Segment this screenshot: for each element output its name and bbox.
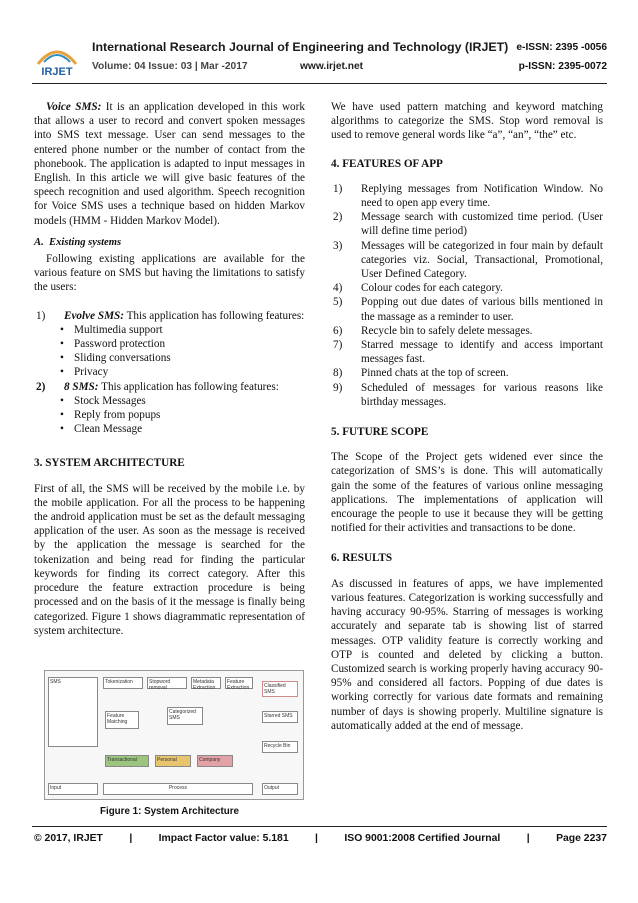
metadata-box: Metadata Extraction [191,677,221,689]
website-link[interactable]: www.irjet.net [300,61,364,72]
copyright: © 2017, IRJET [34,833,103,844]
page-number: Page 2237 [556,833,607,844]
list-item: • Clean Message [34,422,305,436]
list-item: 5) Popping out due dates of various bills mentioned in the massage as a reminder to user. [333,296,603,323]
features-list [331,182,603,409]
list-item: 6) Recycle bin to safely delete messages. [333,324,533,337]
existing-apps-list [34,309,305,323]
system-architecture-figure [44,670,304,800]
classified-box: Classified SMS [262,681,298,697]
list-item: • Reply from popups [34,408,305,422]
output-box: Output [262,783,298,795]
system-architecture-paragraph: First of all, the SMS will be received by the mobile i.e. by the mobile application. For all the process to be happening the android application must be set as the default messaging application of the user. As soon as the message is received by the application the message is searched for the tokenization and being read for finding the particular keywords for finding its correct category. After this procedure the feature extraction procedure is being processed and on the basis of it the message is finally being categorized. Figure 1 shows diagrammatic representation of system architecture. [34,482,305,637]
section-6-heading: 6. RESULTS [331,552,393,565]
journal-title: International Research Journal of Engineering and Technology (IRJET) [92,40,509,54]
list-item: • Sliding conversations [34,351,305,365]
logo-text: IRJET [41,66,73,78]
voice-sms-term: Voice SMS: [46,101,102,113]
pissn: p-ISSN: 2395-0072 [518,61,607,72]
existing-systems-paragraph: Following existing applications are available for the various feature on SMS but having the limitations to satisfy the users: [34,253,305,294]
section-3-heading: 3. SYSTEM ARCHITECTURE [34,457,185,470]
irjet-logo [32,38,82,78]
input-box: Input [48,783,98,795]
stopword-box: Stopword removal [147,677,187,689]
voice-sms-paragraph: Voice SMS: It is an application developed in this work that allows a user to record and convert spoken messages into SMS text message. User can send messages to the entered phone number or the number of contact from the phonebook. The application is adapted to input messages in English. In this article we will give basic features of the speech recognition and used algorithm. Speech recognition for Voice SMS uses a technique based on hidden Markov models (HMM - Hidden Markov Model). [34,101,305,227]
eissn: e-ISSN: 2395 -0056 [516,42,607,53]
figure-caption: Figure 1: System Architecture [99,806,239,817]
starred-box: Starred SMS [262,711,298,723]
list-item: • Multimedia support [34,323,305,337]
feature-matching-box: Feature Matching [105,711,139,729]
list-item: • Stock Messages [34,394,305,408]
list-item: • Password protection [34,337,305,351]
recycle-box: Recycle Bin [262,741,298,753]
list-item: 2) Message search with customized time period. (User will define time period) [333,211,603,238]
issue-info: Volume: 04 Issue: 03 | Mar -2017 [92,61,248,72]
page-footer [34,833,607,844]
list-item: • Privacy [34,365,305,379]
page-header [32,36,607,80]
list-item: 1) Evolve SMS: This application has following features: [36,309,305,322]
8sms-features-list [34,394,305,437]
footer-separator: | [526,833,530,844]
section-5-heading: 5. FUTURE SCOPE [331,426,429,439]
header-divider [32,83,607,84]
right-column [331,100,603,733]
intro-paragraph: We have used pattern matching and keyword matching algorithms to categorize the SMS. Stop word removal is used to remove general words like “a”, “an”, “the” etc. [331,101,603,142]
list-item: 7) Starred message to identify and access important messages fast. [333,339,603,366]
future-scope-paragraph: The Scope of the Project gets widened ever since the categorization of SMS’s is done. This will automatically gain the some of the features of various online messaging applications. The implementations of application will encourage the people to use it because they will be getting notified for their activities and transactions to be done. [331,451,603,535]
impact-factor: Impact Factor value: 5.181 [158,833,289,844]
list-item: 1) Replying messages from Notification Window. No need to open app every time. [333,182,603,210]
evolve-features-list [34,323,305,380]
left-column [34,100,305,638]
results-paragraph: As discussed in features of apps, we have implemented various features. Categorization is working successfully and having accuracy 90-95%. Starring of messages is working accurately and separate tab is showing list of starred messages. OTP validity feature is correctly working and OTP is counted and deleted by clicking a button. Customized search is working properly having accuracy 90-95% and considered all factors. Popping of due dates is working correctly for various date formats and remaining number of days is showing properly. Multiline signature is automatically added at the end of message. [331,577,603,732]
footer-separator: | [129,833,133,844]
transactional-box: Transactional [105,755,149,767]
list-item: 8) Pinned chats at the top of screen. [333,367,509,380]
footer-divider [32,826,607,827]
personal-box: Personal [155,755,191,767]
feature-extraction-box: Feature Extraction [225,677,253,689]
list-item: 3) Messages will be categorized in four main by default categories viz. Social, Transactional, Promotional, User Defined Category. [333,239,603,281]
list-item: 9) Scheduled of messages for various reasons like birthday messages. [333,381,603,408]
existing-systems-heading: A. Existing systems [34,236,122,248]
section-4-heading: 4. FEATURES OF APP [331,157,443,170]
categorized-box: Categorized SMS [167,707,203,725]
process-box: Process [103,783,253,795]
list-item: 4) Colour codes for each category. [333,282,503,295]
existing-apps-list-2 [34,380,305,394]
company-box: Company [197,755,233,767]
list-item: 2) 8 SMS: This application has following features: [36,380,279,393]
iso-certification: ISO 9001:2008 Certified Journal [344,833,501,844]
footer-separator: | [315,833,318,844]
sms-box: SMS [48,677,98,747]
tokenization-box: Tokenization [103,677,143,689]
